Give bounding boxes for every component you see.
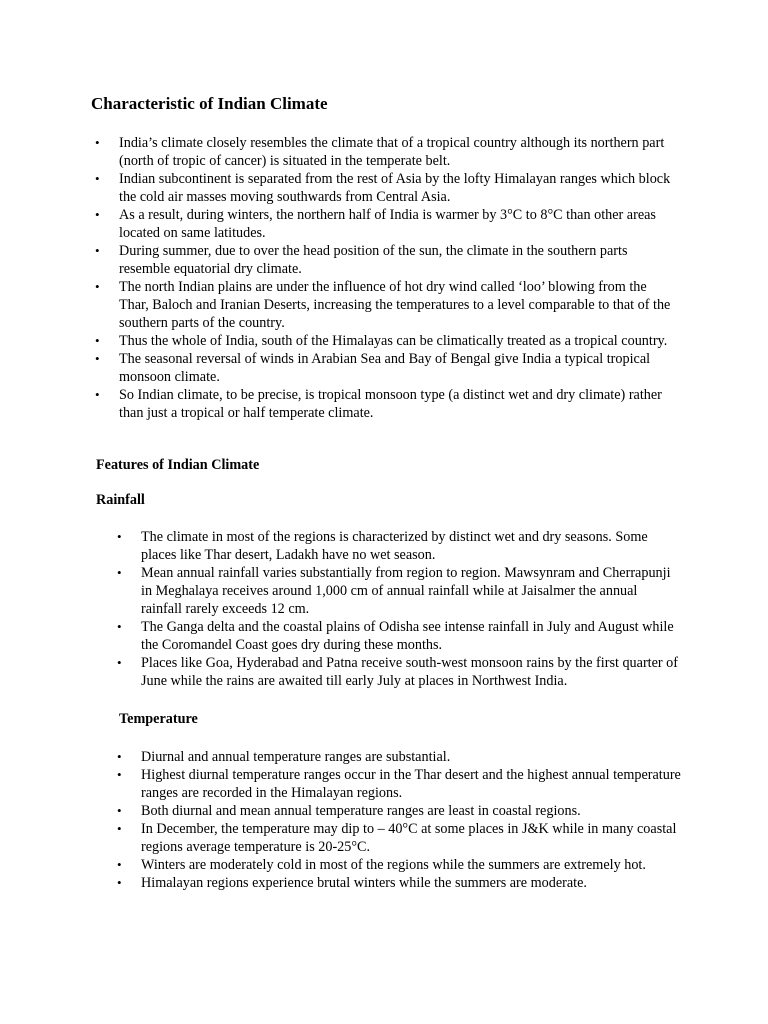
bullet-icon: • — [95, 243, 100, 258]
list-item-text: The Ganga delta and the coastal plains of Odisha see intense rainfall in July and August while the Coromandel Coast goes dry during these months. — [141, 619, 674, 653]
page-title: Characteristic of Indian Climate — [91, 94, 328, 113]
list-item-text: The north Indian plains are under the influence of hot dry wind called ‘loo’ blowing from the Thar, Baloch and Iranian Deserts, increasing the temperatures to a level comparable to that of the southern parts of the country. — [119, 279, 671, 331]
features-heading: Features of Indian Climate — [96, 457, 260, 473]
list-item-text: Diurnal and annual temperature ranges are substantial. — [141, 749, 451, 765]
list-item — [117, 820, 681, 856]
bullet-icon: • — [117, 857, 122, 872]
bullet-icon: • — [95, 351, 100, 366]
list-item-text: The seasonal reversal of winds in Arabian Sea and Bay of Bengal give India a typical tropical monsoon climate. — [119, 351, 651, 385]
list-item-text: As a result, during winters, the northern half of India is warmer by 3°C to 8°C than other areas located on same latitudes. — [119, 207, 656, 241]
list-item — [117, 564, 681, 618]
bullet-icon: • — [95, 171, 100, 186]
bullet-icon: • — [117, 767, 122, 782]
bullet-icon: • — [95, 387, 100, 402]
intro-bullet-list — [95, 134, 679, 422]
bullet-icon: • — [117, 749, 122, 764]
list-item-text: The climate in most of the regions is characterized by distinct wet and dry seasons. Some places like Thar desert, Ladakh have no wet season. — [141, 529, 648, 563]
temperature-heading: Temperature — [119, 711, 198, 727]
list-item — [117, 766, 681, 802]
list-item-text: During summer, due to over the head position of the sun, the climate in the southern parts resemble equatorial dry climate. — [119, 243, 628, 277]
list-item — [117, 748, 681, 766]
bullet-icon: • — [117, 619, 122, 634]
list-item — [117, 528, 681, 564]
list-item-text: Mean annual rainfall varies substantially from region to region. Mawsynram and Cherrapunji in Meghalaya receives around 1,000 cm of annual rainfall while at Jaisalmer the annual rainfall rarely exceeds 12 cm. — [141, 565, 671, 617]
list-item — [95, 350, 679, 386]
bullet-icon: • — [117, 655, 122, 670]
bullet-icon: • — [95, 279, 100, 294]
bullet-icon: • — [95, 207, 100, 222]
list-item — [95, 134, 679, 170]
list-item — [117, 654, 681, 690]
list-item — [95, 170, 679, 206]
bullet-icon: • — [117, 875, 122, 890]
list-item — [117, 856, 681, 874]
rainfall-heading: Rainfall — [96, 492, 145, 508]
bullet-icon: • — [95, 333, 100, 348]
bullet-icon: • — [95, 135, 100, 150]
list-item — [95, 206, 679, 242]
list-item — [95, 386, 679, 422]
list-item-text: So Indian climate, to be precise, is tropical monsoon type (a distinct wet and dry climate) rather than just a tropical or half temperate climate. — [119, 387, 662, 421]
temperature-bullet-list — [117, 748, 681, 892]
list-item — [95, 242, 679, 278]
list-item-text: Highest diurnal temperature ranges occur in the Thar desert and the highest annual temperature ranges are recorded in the Himalayan regions. — [141, 767, 681, 801]
list-item — [95, 332, 679, 350]
list-item — [117, 618, 681, 654]
list-item-text: Places like Goa, Hyderabad and Patna receive south-west monsoon rains by the first quarter of June while the rains are awaited till early July at places in Northwest India. — [141, 655, 678, 689]
list-item-text: India’s climate closely resembles the climate that of a tropical country although its northern part (north of tropic of cancer) is situated in the temperate belt. — [119, 135, 665, 169]
list-item-text: In December, the temperature may dip to – 40°C at some places in J&K while in many coastal regions average temperature is 20-25°C. — [141, 821, 677, 855]
list-item-text: Winters are moderately cold in most of the regions while the summers are extremely hot. — [141, 857, 646, 873]
list-item-text: Indian subcontinent is separated from the rest of Asia by the lofty Himalayan ranges which block the cold air masses moving southwards from Central Asia. — [119, 171, 671, 205]
list-item — [117, 802, 681, 820]
rainfall-bullet-list — [117, 528, 681, 690]
list-item-text: Himalayan regions experience brutal winters while the summers are moderate. — [141, 875, 587, 891]
list-item — [95, 278, 679, 332]
bullet-icon: • — [117, 821, 122, 836]
bullet-icon: • — [117, 565, 122, 580]
bullet-icon: • — [117, 529, 122, 544]
list-item-text: Both diurnal and mean annual temperature ranges are least in coastal regions. — [141, 803, 581, 819]
bullet-icon: • — [117, 803, 122, 818]
list-item-text: Thus the whole of India, south of the Himalayas can be climatically treated as a tropical country. — [119, 333, 668, 349]
list-item — [117, 874, 681, 892]
